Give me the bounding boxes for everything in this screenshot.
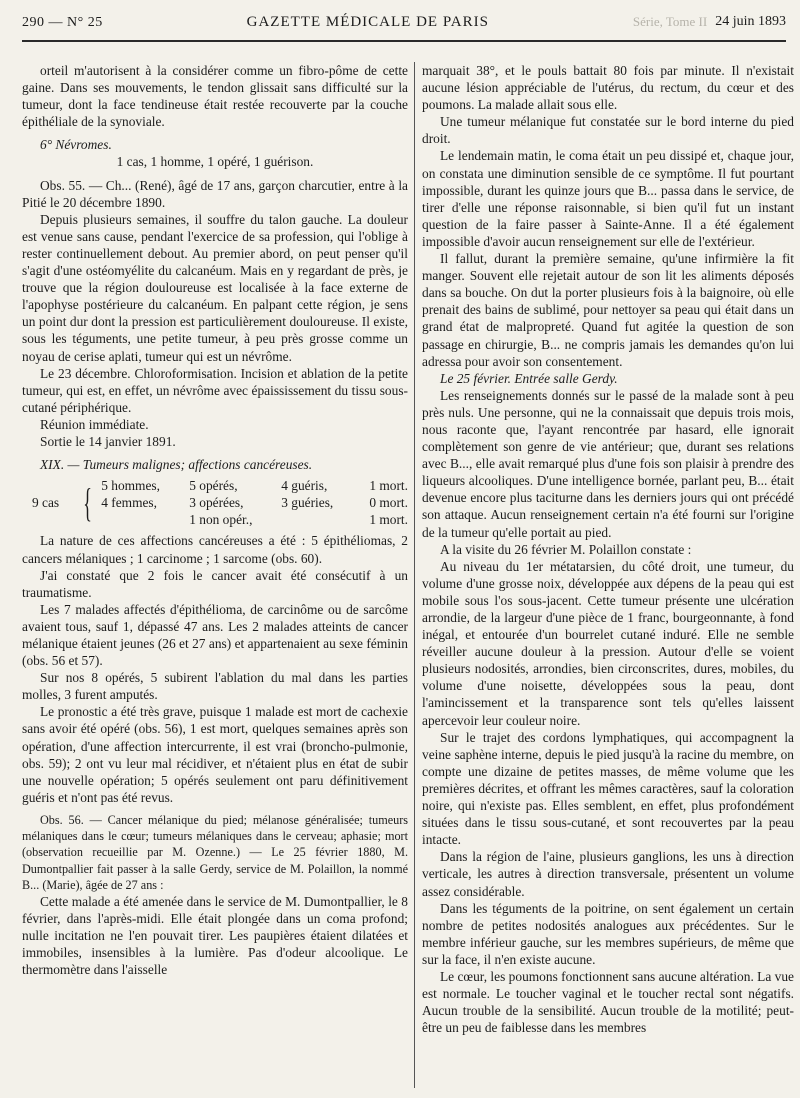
section-heading: 6° Névromes. [40,137,112,153]
observation-heading: Obs. 56. — Cancer mélanique du pied; mélanose généralisée; tumeurs mélaniques dans le cœur; tumeurs mélaniques dans le cerveau; aphasie; mort (observation recueillie par M. Ozenne.) — Le 25 février 1880, M. Dumontpallier fait passer à la salle Gerdy, service de M. Polaillon, la nommé B... (Marie), âgée de 27 ans : [22,812,408,892]
paragraph: marquait 38°, et le pouls battait 80 fois par minute. Il n'existait aucune lésion appréciable de l'utérus, du rectum, du cœur et des poumons. La malade allait sous elle. [422,63,794,113]
case-table [32,477,408,528]
paragraph: La nature de ces affections cancéreuses a été : 5 épithéliomas, 2 cancers mélaniques ; 1 carcinome ; 1 sarcome (obs. 60). [22,533,408,566]
paragraph: Dans les téguments de la poitrine, on sent également un certain nombre de petites nodosités analogues aux précédentes. Sur le membre inférieur gauche, sur les membres supérieurs, de même que sur la face, il n'en existe aucune. [422,900,794,967]
right-column [422,62,794,1088]
case-count: 9 cas [32,495,60,511]
paragraph: orteil m'autorisent à la considérer comme un fibro-pôme de cette gaine. Dans ses mouvements, le tendon glissait sans difficulté sur la tumeur, dont la face tendineuse était restée recouverte par la couche épithéliale de la synoviale. [22,63,408,130]
journal-title: GAZETTE MÉDICALE DE PARIS [246,14,489,30]
left-column [22,62,408,1088]
date-heading: Le 25 février. Entrée salle Gerdy. [440,370,618,386]
case-row: 1 non opér., 1 mort. [189,512,408,528]
paragraph: Cette malade a été amenée dans le service de M. Dumontpallier, le 8 février, dans l'après-midi. Elle était plongée dans un coma profond; nulle incitation ne l'en pouvait tirer. Les paupières étaient dilatées et immobiles, insensibles à la lumière. Pas d'odeur alcoolique. Le thermomètre dans l'aisselle [22,893,408,978]
column-divider [414,62,415,1088]
paragraph: Sur nos 8 opérés, 5 subirent l'ablation du mal dans les parties molles, 3 furent amputés. [22,670,408,703]
paragraph: Réunion immédiate. [40,416,149,432]
paragraph: Le pronostic a été très grave, puisque 1 malade est mort de cachexie sans avoir été opéré (obs. 56), 1 est mort, quelques semaines après son opération, d'une affection intercurrente, il est vrai (broncho-pulmonie, obs. 59); 2 ont vu leur mal récidiver, et n'étaient plus en état de subir une nouvelle opération; 5 opérés seulement ont paru définitivement guéris et n'ont pas été revus. [22,704,408,805]
paragraph: Au niveau du 1er métatarsien, du côté droit, une tumeur, du volume d'une grosse noix, développée aux dépens de la peau qui est mobile sous l'os sous-jacent. Cette tumeur présente une ulcération arrondie, de la largeur d'une pièce de 1 franc, bourgeonnante, à fond inégal, et entourée d'un bourrelet cutané induré. Elle ne semble réveiller aucune douleur à la pression. Autour d'elle se voient plusieurs nodosités, arrondies, bien circonscrites, dures, mobiles, du volume d'une noisette, développées sous la peau, dont l'amincissement et la transparence sont tels qu'elles laissent apercevoir leur couleur noire. [422,558,794,728]
bleed-through-text: Série, Tome II [632,14,708,29]
paragraph: Les 7 malades affectés d'épithélioma, de carcinôme ou de sarcôme avaient tous, sauf 1, dépassé 47 ans. Les 2 malades atteints de cancer mélanique étaient jeunes (26 et 27 ans) et appartenaient au sexe féminin (obs. 56 et 57). [22,601,408,669]
paragraph: Le cœur, les poumons fonctionnent sans aucune altération. La vue est normale. Le toucher vaginal et le toucher rectal sont négatifs. Aucun trouble de la sensibilité. Aucun trouble de la motilité; peut-être un peu de faiblesse dans les membres [422,968,794,1036]
case-row: 4 femmes, 3 opérées, 3 guéries, 0 mort. [101,495,408,511]
case-row: 5 hommes, 5 opérés, 4 guéris, 1 mort. [101,478,408,494]
issue-date: 24 juin 1893 [715,14,786,29]
paragraph: Le lendemain matin, le coma était un peu dissipé et, chaque jour, on constata une diminution sensible de ce symptôme. Il fut pourtant impossible, durant les quinze jours que B... passa dans le service, de tirer d'elle une réponse raisonnable, si bien qu'il fut un instant question de la faire passer à Sainte-Anne. Il a été également impossible d'avoir aucun renseignement sur elle de l'extérieur. [422,148,794,249]
case-summary: 1 cas, 1 homme, 1 opéré, 1 guérison. [116,154,314,170]
paragraph: Depuis plusieurs semaines, il souffre du talon gauche. La douleur est venue sans cause, pendant l'exercice de sa profession, qui l'oblige à rester continuellement debout. Au premier abord, on peut penser qu'il s'agit d'une ostéomyélite du calcanéum. Mais en y regardant de près, je trouve que la région douloureuse est localisée à la face externe de l'apophyse postérieure du calcanéum. En palpant cette région, je sens un point dur dont la pression est particulièrement douloureuse. Il existe, sous les téguments, une petite tumeur, à peu près grosse comme un noyau de cerise aplati, tumeur qui est un névrôme. [22,211,408,364]
header-right [633,14,786,30]
paragraph: Le 23 décembre. Chloroformisation. Incision et ablation de la petite tumeur, qui est, en effet, un névrôme avec épaississement du tissu sous-cutané périphérique. [22,365,408,415]
section-heading: XIX. — Tumeurs malignes; affections cancéreuses. [40,457,313,473]
observation-heading: Obs. 55. — Ch... (René), âgé de 17 ans, garçon charcutier, entre à la Pitié le 20 décembre 1890. [22,177,408,210]
paragraph: Sur le trajet des cordons lymphatiques, qui accompagnent la veine saphène interne, depuis le pied jusqu'à la racine du membre, on compte une dizaine de petites masses, de même volume que les premières décrites, et offrant les mêmes caractères, sauf la coloration noire, qui n'existe pas. Elles semblent, en effet, plus profondément situées dans le tissu sous-cutané, et sont recouvertes par la peau intacte. [422,729,794,848]
page-number: 290 — N° 25 [22,15,103,30]
paragraph: Une tumeur mélanique fut constatée sur le bord interne du pied droit. [422,114,794,147]
brace-glyph: { [83,479,92,525]
paragraph: Sortie le 14 janvier 1891. [40,433,176,449]
paragraph: J'ai constaté que 2 fois le cancer avait été consécutif à un traumatisme. [22,567,408,600]
paragraph: Les renseignements donnés sur le passé de la malade sont à peu près nuls. Une personne, qui ne la connaissait que depuis trois mois, nous raconte que, l'ayant rencontrée par hasard, elle ignorait complètement son genre de vie antérieur; que, durant ses relations avec B..., elle avait remarqué plus d'une fois son plaisir à prendre des liqueurs alcooliques. D'une intelligence bornée, parlant peu, B... était devenue encore plus taciturne dans les derniers jours qui ont précédé son attaque. Aucun renseignement certain n'a été fourni sur l'origine de la tumeur qu'elle portait au pied. [422,387,794,540]
paragraph: Il fallut, durant la première semaine, qu'une infirmière la fit manger. Souvent elle rejetait autour de son lit les aliments déposés dans sa bouche. On dut la porter plusieurs fois à la baignoire, où elle prenait des bains de sublimé, pour nettoyer sa peau qui était dans un grand état de malpropreté. Quand fut agitée la question de son passage en chirurgie, B... ne compris jamais les demandes qu'on lui adressa pour avoir son consentement. [422,251,794,369]
page-header [22,14,786,42]
paragraph: Dans la région de l'aine, plusieurs ganglions, les uns à direction verticale, les autres à direction transversale, présentent un volume assez considérable. [422,849,794,899]
paragraph: A la visite du 26 février M. Polaillon constate : [440,541,692,557]
